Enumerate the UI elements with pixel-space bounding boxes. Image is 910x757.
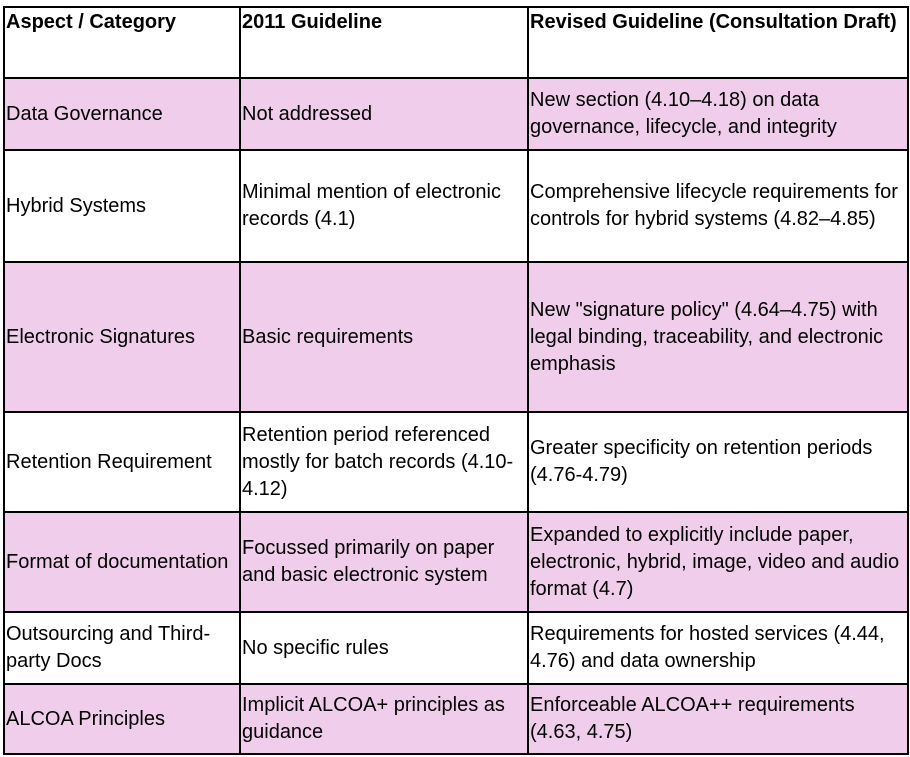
cell-aspect: Electronic Signatures: [4, 262, 240, 412]
cell-2011: Retention period referenced mostly for batch records (4.10-4.12): [240, 412, 528, 512]
cell-aspect: Outsourcing and Third-party Docs: [4, 612, 240, 684]
cell-aspect: ALCOA Principles: [4, 684, 240, 754]
cell-revised: New section (4.10–4.18) on data governance, lifecycle, and integrity: [528, 78, 908, 150]
cell-aspect: Hybrid Systems: [4, 150, 240, 262]
table-row: [4, 262, 908, 412]
header-revised-guideline: Revised Guideline (Consultation Draft): [528, 7, 908, 78]
cell-aspect: Format of documentation: [4, 512, 240, 612]
table-row: [4, 150, 908, 262]
cell-revised: New "signature policy" (4.64–4.75) with legal binding, traceability, and electronic emphasis: [528, 262, 908, 412]
cell-2011: Focussed primarily on paper and basic electronic system: [240, 512, 528, 612]
cell-2011: Implicit ALCOA+ principles as guidance: [240, 684, 528, 754]
table-row: [4, 612, 908, 684]
cell-revised: Greater specificity on retention periods (4.76-4.79): [528, 412, 908, 512]
table-row: [4, 512, 908, 612]
cell-revised: Requirements for hosted services (4.44, 4.76) and data ownership: [528, 612, 908, 684]
table-row: [4, 412, 908, 512]
cell-2011: Minimal mention of electronic records (4.1): [240, 150, 528, 262]
comparison-table: [3, 6, 909, 755]
cell-2011: Not addressed: [240, 78, 528, 150]
cell-revised: Expanded to explicitly include paper, electronic, hybrid, image, video and audio format (4.7): [528, 512, 908, 612]
table-row: [4, 78, 908, 150]
cell-aspect: Retention Requirement: [4, 412, 240, 512]
cell-2011: Basic requirements: [240, 262, 528, 412]
cell-2011: No specific rules: [240, 612, 528, 684]
cell-revised: Comprehensive lifecycle requirements for controls for hybrid systems (4.82–4.85): [528, 150, 908, 262]
table-row: [4, 684, 908, 754]
header-aspect: Aspect / Category: [4, 7, 240, 78]
cell-revised: Enforceable ALCOA++ requirements (4.63, 4.75): [528, 684, 908, 754]
cell-aspect: Data Governance: [4, 78, 240, 150]
header-2011-guideline: 2011 Guideline: [240, 7, 528, 78]
table-header-row: [4, 7, 908, 78]
